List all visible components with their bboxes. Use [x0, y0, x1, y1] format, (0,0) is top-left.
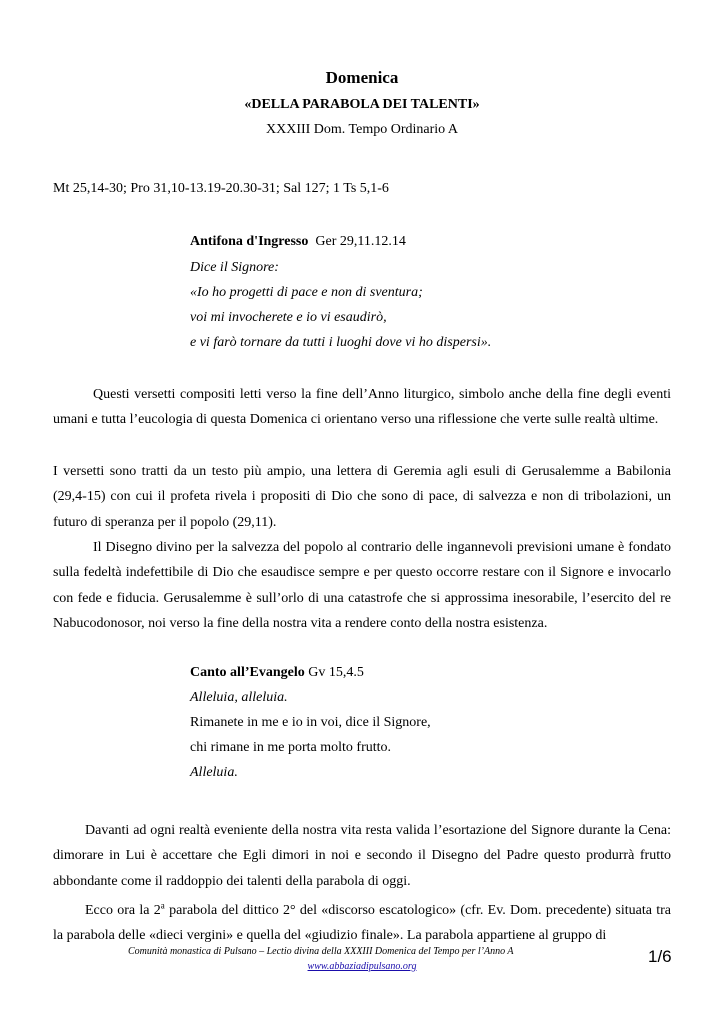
page-number: 1/6 — [648, 947, 672, 966]
ordinal-superscript: a — [160, 900, 165, 911]
antiphon-line: «Io ho progetti di pace e non di sventura; — [190, 285, 423, 300]
paragraph-text: parabola del dittico 2° del «discorso escatologico» (cfr. Ev. Dom. precedente) situata tra la parabola delle «dieci vergini» e quella del «giudizio finale». La parabola appartiene al gruppo di — [53, 903, 671, 944]
antiphon-line: voi mi invocherete e io vi esaudirò, — [190, 310, 387, 325]
acclamation-line: chi rimane in me porta molto frutto. — [190, 740, 392, 755]
antiphon-line: Dice il Signore: — [190, 260, 279, 275]
liturgical-sunday: XXXIII Dom. Tempo Ordinario A — [265, 122, 458, 137]
body-paragraph: Questi versetti compositi letti verso la fine dell’Anno liturgico, simbolo anche della fine degli eventi umani e tutta l’eucologia di questa Domenica ci orientano verso una riflessione che verte sulle realtà ultime. — [53, 387, 671, 428]
gospel-acclamation-heading — [190, 665, 364, 681]
antiphon-reference: Ger 29,11.12.14 — [315, 234, 406, 249]
footer-website-link[interactable]: www.abbaziadipulsano.org — [307, 961, 417, 972]
acclamation-line: Alleluia. — [190, 765, 238, 780]
readings-references: Mt 25,14-30; Pro 31,10-13.19-20.30-31; Sal 127; 1 Ts 5,1-6 — [53, 181, 389, 196]
acclamation-line: Rimanete in me e io in voi, dice il Signore, — [190, 715, 431, 730]
footer-text: Comunità monastica di Pulsano – Lectio divina della XXXIII Domenica del Tempo per l’Anno A — [128, 946, 514, 957]
body-paragraph — [53, 898, 671, 949]
antiphon-line: e vi farò tornare da tutti i luoghi dove vi ho dispersi». — [190, 335, 492, 350]
body-paragraph: Il Disegno divino per la salvezza del popolo al contrario delle ingannevoli previsioni umane è fondato sulla fedeltà indefettibile di Dio che esaudisce sempre e per questo occorre restare con il Signore e invocarlo con fede e fiducia. Gerusalemme è sull’orlo di una catastrofe che si approssima inesorabile, l’esercito del re Nabucodonosor, noi verso la fine della nostra vita a rendere conto della nostra esistenza. — [53, 540, 671, 632]
body-paragraph: Davanti ad ogni realtà eveniente della nostra vita resta valida l’esortazione del Signore durante la Cena: dimorare in Lui è accettare che Egli dimori in noi e secondo il Disegno del Padre questo produrrà frutto abbondante come il raddoppio dei talenti della parabola di oggi. — [53, 823, 671, 889]
gospel-acclamation-reference: Gv 15,4.5 — [308, 665, 364, 680]
page-title: Domenica — [325, 68, 399, 87]
antiphon-label: Antifona d'Ingresso — [190, 234, 309, 249]
page-subtitle: «DELLA PARABOLA DEI TALENTI» — [244, 97, 480, 112]
gospel-acclamation-label: Canto all’Evangelo — [190, 665, 305, 680]
acclamation-line: Alleluia, alleluia. — [190, 690, 288, 705]
paragraph-text: Ecco ora la 2 — [85, 903, 161, 918]
antiphon-heading — [190, 234, 406, 250]
body-paragraph: I versetti sono tratti da un testo più ampio, una lettera di Geremia agli esuli di Gerusalemme a Babilonia (29,4-15) con cui il profeta rivela i propositi di Dio che sono di pace, di salvezza e non di tribolazioni, un futuro di speranza per il popolo (29,11). — [53, 464, 671, 530]
